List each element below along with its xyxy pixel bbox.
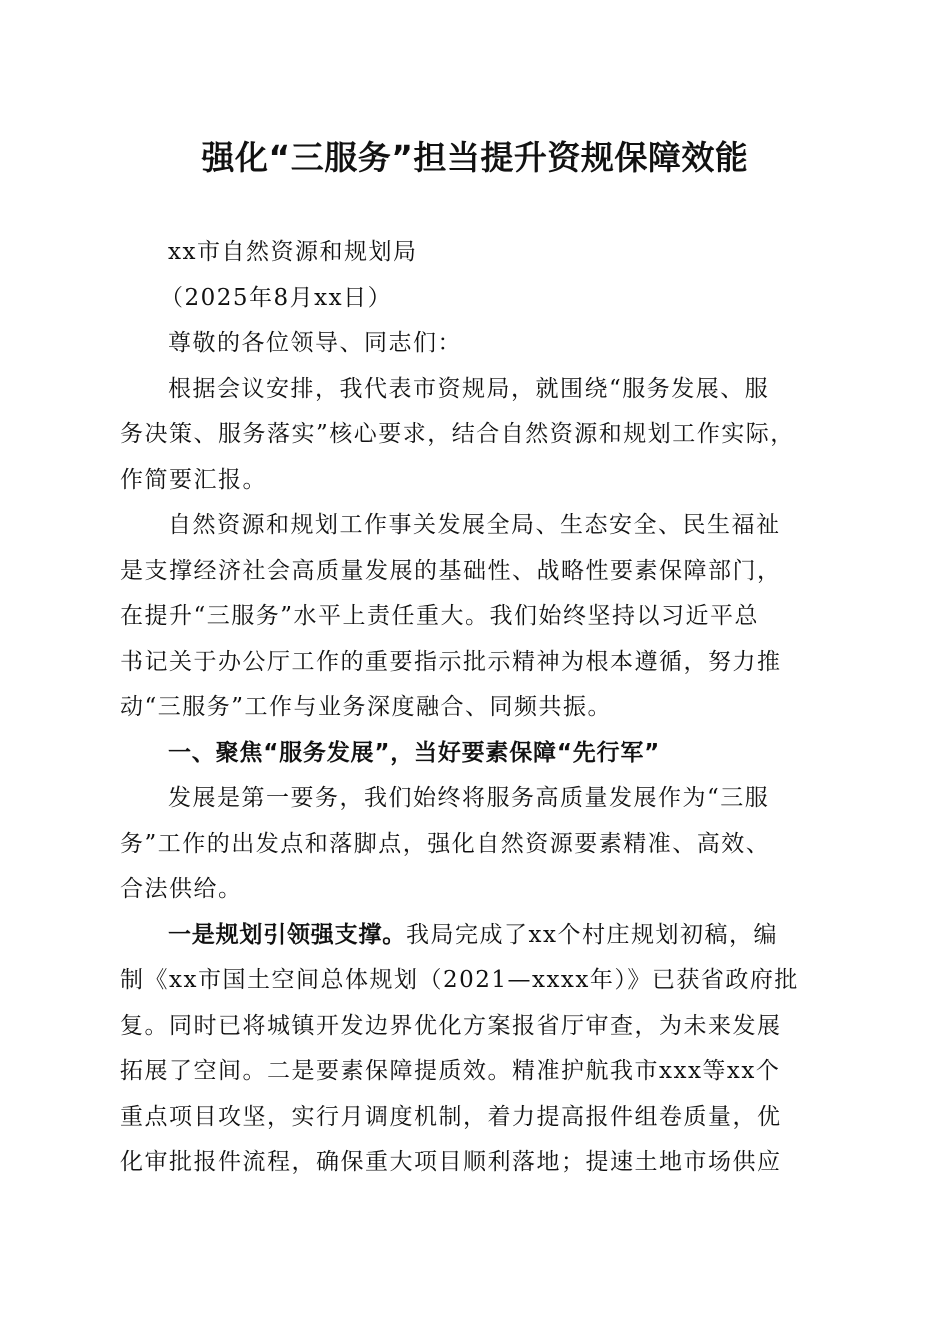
paragraph-line: 复。同时已将城镇开发边界优化方案报省厅审查，为未来发展	[120, 1012, 782, 1039]
paragraph-line: 根据会议安排，我代表市资规局，就围绕“服务发展、服	[168, 375, 770, 402]
paragraph-line: 书记关于办公厅工作的重要指示批示精神为根本遵循，努力推	[120, 648, 782, 675]
paragraph-line: 动“三服务”工作与业务深度融合、同频共振。	[120, 694, 613, 720]
paragraph-line: 制《xx市国土空间总体规划（2021—xxxx年）》已获省政府批	[120, 967, 799, 993]
paragraph-line: 拓展了空间。二是要素保障提质效。精准护航我市xxx等xx个	[120, 1058, 781, 1084]
paragraph-line: 作简要汇报。	[120, 466, 267, 493]
paragraph-line: 合法供给。	[120, 876, 243, 902]
section-heading: 一、聚焦“服务发展”，当好要素保障“先行军”	[168, 739, 661, 766]
paragraph-text: 我局完成了xx个村庄规划初稿，编	[406, 921, 778, 948]
paragraph-line: 化审批报件流程，确保重大项目顺利落地；提速土地市场供应	[120, 1149, 782, 1175]
paragraph-line: 在提升“三服务”水平上责任重大。我们始终坚持以习近平总	[120, 603, 760, 629]
paragraph-line: 务”工作的出发点和落脚点，强化自然资源要素精准、高效、	[120, 830, 771, 857]
paragraph-line	[120, 913, 830, 959]
paragraph-line: 是支撑经济社会高质量发展的基础性、战略性要素保障部门，	[120, 557, 782, 584]
paragraph-line: 务决策、服务落实”核心要求，结合自然资源和规划工作实际，	[120, 421, 795, 447]
document-body	[120, 230, 830, 1186]
bold-lead-phrase: 一是规划引领强支撑。	[168, 921, 406, 948]
paragraph-line: 发展是第一要务，我们始终将服务高质量发展作为“三服	[168, 785, 770, 811]
paragraph-line: 自然资源和规划工作事关发展全局、生态安全、民生福祉	[168, 512, 781, 538]
issuer-line: xx市自然资源和规划局	[168, 239, 418, 265]
date-line: （2025年8月xx日）	[160, 284, 393, 311]
document-title: 强化“三服务”担当提升资规保障效能	[201, 138, 749, 177]
paragraph-line: 重点项目攻坚，实行月调度机制，着力提高报件组卷质量，优	[120, 1103, 782, 1130]
greeting-line: 尊敬的各位领导、同志们：	[168, 330, 462, 356]
